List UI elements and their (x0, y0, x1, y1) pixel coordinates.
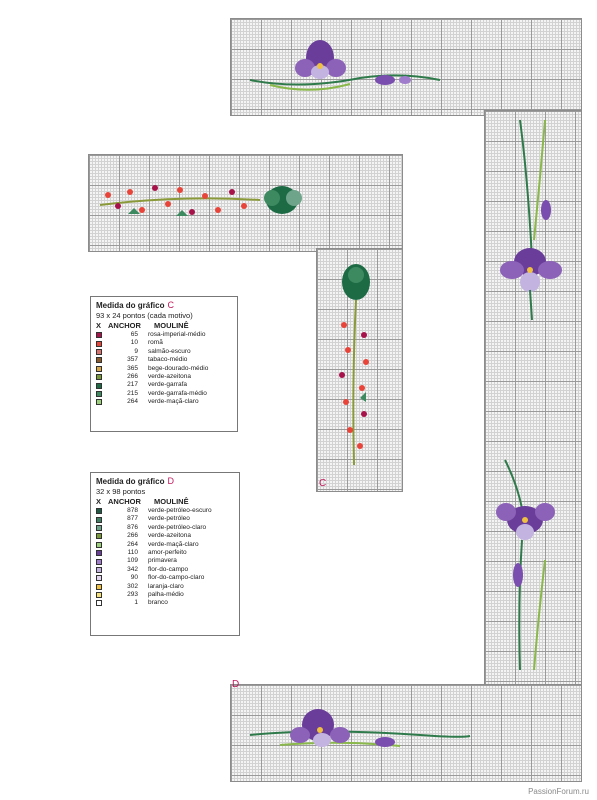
legend-c-size: 93 x 24 pontos (cada motivo) (96, 311, 193, 320)
legend-row (96, 532, 234, 540)
color-swatch (96, 349, 102, 355)
anchor-number: 342 (127, 565, 138, 573)
anchor-number: 1 (134, 599, 138, 607)
chart-d-marker: D (232, 679, 240, 690)
thread-name: salmão-escuro (148, 347, 191, 355)
anchor-number: 215 (127, 389, 138, 397)
legend-row (96, 339, 232, 347)
color-swatch (96, 391, 102, 397)
color-swatch (96, 584, 102, 590)
thread-name: branco (148, 599, 168, 607)
thread-name: verde-petróleo-claro (148, 523, 207, 531)
color-swatch (96, 600, 102, 606)
legend-row (96, 515, 234, 523)
color-swatch (96, 567, 102, 573)
color-swatch (96, 525, 102, 531)
color-swatch (96, 550, 102, 556)
color-swatch (96, 399, 102, 405)
legend-row (96, 356, 232, 364)
iris-motif-right-lower (496, 460, 555, 670)
color-swatch (96, 341, 102, 347)
legend-row (96, 390, 232, 398)
legend-d-rows (96, 507, 234, 608)
color-swatch (96, 575, 102, 581)
legend-row (96, 583, 234, 591)
anchor-number: 264 (127, 398, 138, 406)
thread-name: verde-garrafa-médio (148, 389, 207, 397)
thread-name: verde-maçã-claro (148, 398, 199, 406)
color-swatch (96, 559, 102, 565)
legend-c-title: Medida do gráfico C (96, 300, 174, 310)
anchor-number: 10 (130, 339, 138, 347)
anchor-number: 876 (127, 523, 138, 531)
color-swatch (96, 542, 102, 548)
anchor-number: 110 (127, 548, 138, 556)
legend-d-title: Medida do gráfico D (96, 476, 174, 486)
thread-name: laranja-claro (148, 582, 184, 590)
legend-row (96, 574, 234, 582)
thread-name: flor-do-campo (148, 565, 189, 573)
legend-row (96, 507, 234, 515)
thread-name: flor-do-campo-claro (148, 574, 205, 582)
anchor-number: 365 (127, 364, 138, 372)
color-swatch (96, 332, 102, 338)
anchor-number: 266 (127, 372, 138, 380)
legend-row (96, 549, 234, 557)
anchor-number: 217 (127, 381, 138, 389)
berry-motif-horizontal (100, 185, 302, 216)
legend-row (96, 591, 234, 599)
legend-row (96, 373, 232, 381)
anchor-number: 109 (127, 557, 138, 565)
thread-name: verde-petróleo (148, 515, 190, 523)
legend-d-header: X ANCHOR MOULINÊ (96, 497, 189, 506)
anchor-number: 266 (127, 532, 138, 540)
thread-name: bege-dourado-médio (148, 364, 209, 372)
legend-row (96, 599, 234, 607)
legend-c-header: X ANCHOR MOULINÊ (96, 321, 189, 330)
legend-row (96, 524, 234, 532)
thread-name: tabaco-médio (148, 356, 188, 364)
anchor-number: 9 (134, 347, 138, 355)
color-swatch (96, 533, 102, 539)
color-swatch (96, 508, 102, 514)
legend-chart-c (90, 296, 238, 432)
thread-name: verde-maçã-claro (148, 540, 199, 548)
thread-name: verde-petróleo-escuro (148, 507, 212, 514)
thread-name: verde-azeitona (148, 532, 191, 540)
thread-name: palha-médio (148, 590, 184, 598)
color-swatch (96, 366, 102, 372)
legend-c-rows (96, 331, 232, 407)
legend-row (96, 566, 234, 574)
color-swatch (96, 592, 102, 598)
legend-row (96, 398, 232, 406)
legend-chart-d (90, 472, 240, 636)
iris-motif-top (250, 40, 440, 90)
legend-row (96, 331, 232, 339)
thread-name: romã (148, 339, 163, 347)
legend-row (96, 557, 234, 565)
color-swatch (96, 357, 102, 363)
legend-row (96, 381, 232, 389)
chart-c-marker: C (319, 478, 327, 489)
thread-name: amor-perfeito (148, 548, 187, 556)
anchor-number: 877 (127, 515, 138, 523)
legend-c-mark: C (167, 300, 174, 310)
anchor-number: 90 (130, 574, 138, 582)
thread-name: rosa-imperial-médio (148, 331, 206, 338)
legend-d-mark: D (167, 476, 174, 486)
legend-row (96, 541, 234, 549)
berry-motif-vertical (339, 264, 370, 465)
anchor-number: 878 (127, 507, 138, 514)
color-swatch (96, 374, 102, 380)
anchor-number: 357 (127, 356, 138, 364)
legend-row (96, 348, 232, 356)
watermark: PassionForum.ru (528, 787, 589, 796)
thread-name: verde-garrafa (148, 381, 188, 389)
anchor-number: 302 (127, 582, 138, 590)
iris-motif-bottom (250, 709, 470, 747)
anchor-number: 264 (127, 540, 138, 548)
anchor-number: 65 (130, 331, 138, 338)
iris-motif-right-upper (500, 120, 562, 320)
color-swatch (96, 517, 102, 523)
color-swatch (96, 383, 102, 389)
anchor-number: 293 (127, 590, 138, 598)
legend-row (96, 365, 232, 373)
thread-name: verde-azeitona (148, 372, 191, 380)
thread-name: primavera (148, 557, 177, 565)
legend-d-size: 32 x 98 pontos (96, 487, 146, 496)
